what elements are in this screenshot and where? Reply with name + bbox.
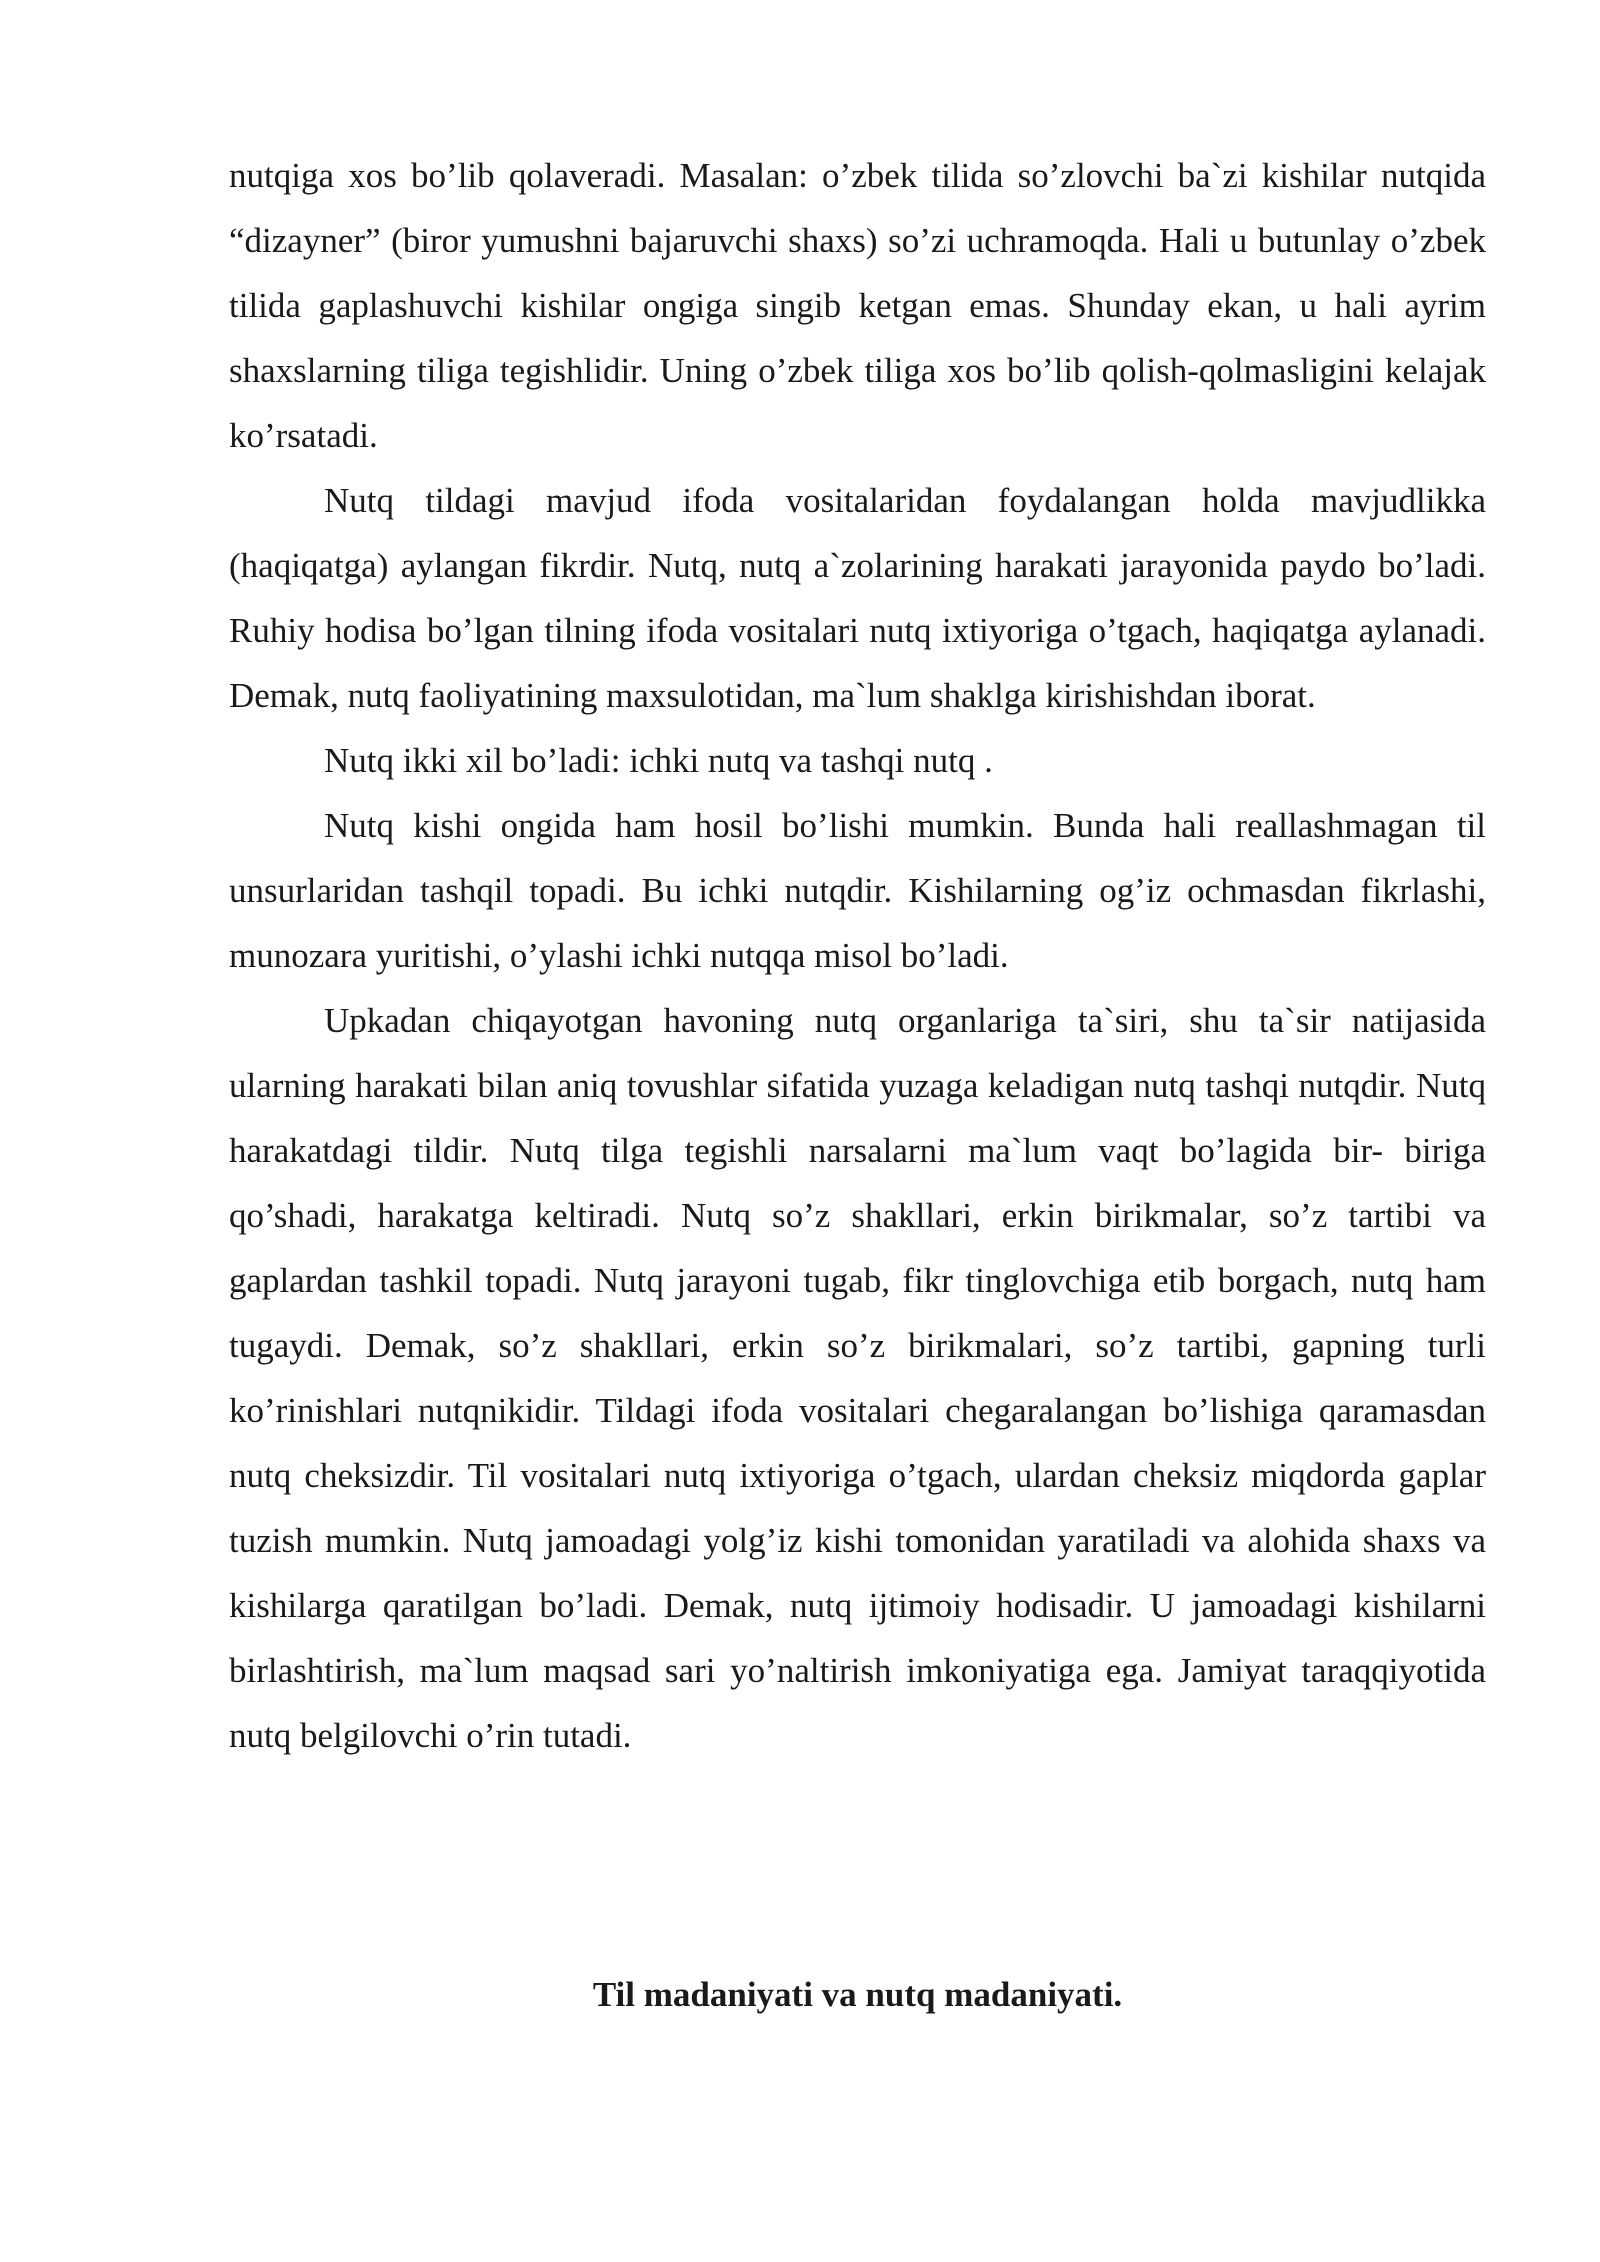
- paragraph-nutq-types: Nutq ikki xil bo’ladi: ichki nutq va tashqi nutq .: [324, 741, 993, 780]
- document-body: [229, 143, 1486, 1768]
- section-heading: Til madaniyati va nutq madaniyati.: [592, 1975, 1123, 2014]
- paragraph-nutq-definition: Nutq tildagi mavjud ifoda vositalaridan foydalangan holda mavjudlikka (haqiqatga) aylangan fikrdir. Nutq, nutq a`zolarining harakati jarayonida paydo bo’ladi. Ruhiy hodisa bo’lgan tilning ifoda vositalari nutq ixtiyoriga o’tgach, haqiqatga aylanadi. Demak, nutq faoliyatining maxsulotidan, ma`lum shaklga kirishishdan iborat.: [229, 481, 1486, 715]
- paragraph-continuation: nutqiga xos bo’lib qolaveradi. Masalan: o’zbek tilida so’zlovchi ba`zi kishilar nutqida “dizayner” (biror yumushni bajaruvchi shaxs) so’zi uchramoqda. Hali u butunlay o’zbek tilida gaplashuvchi kishilar ongiga singib ketgan emas. Shunday ekan, u hali ayrim shaxslarning tiliga tegishlidir. Uning o’zbek tiliga xos bo’lib qolish-qolmasligini kelajak ko’rsatadi.: [229, 156, 1486, 455]
- paragraph-outer-speech: Upkadan chiqayotgan havoning nutq organlariga ta`siri, shu ta`sir natijasida ularning harakati bilan aniq tovushlar sifatida yuzaga keladigan nutq tashqi nutqdir. Nutq harakatdagi tildir. Nutq tilga tegishli narsalarni ma`lum vaqt bo’lagida bir- biriga qo’shadi, harakatga keltiradi. Nutq so’z shakllari, erkin birikmalar, so’z tartibi va gaplardan tashkil topadi. Nutq jarayoni tugab, fikr tinglovchiga etib borgach, nutq ham tugaydi. Demak, so’z shakllari, erkin so’z birikmalari, so’z tartibi, gapning turli ko’rinishlari nutqnikidir. Tildagi ifoda vositalari chegaralangan bo’lishiga qaramasdan nutq cheksizdir. Til vositalari nutq ixtiyoriga o’tgach, ulardan cheksiz miqdorda gaplar tuzish mumkin. Nutq jamoadagi yolg’iz kishi tomonidan yaratiladi va alohida shaxs va kishilarga qaratilgan bo’ladi. Demak, nutq ijtimoiy hodisadir. U jamoadagi kishilarni birlashtirish, ma`lum maqsad sari yo’naltirish imkoniyatiga ega. Jamiyat taraqqiyotida nutq belgilovchi o’rin tutadi.: [229, 1001, 1486, 1755]
- paragraph-inner-speech: Nutq kishi ongida ham hosil bo’lishi mumkin. Bunda hali reallashmagan til unsurlaridan tashqil topadi. Bu ichki nutqdir. Kishilarning og’iz ochmasdan fikrlashi, munozara yuritishi, o’ylashi ichki nutqqa misol bo’ladi.: [229, 806, 1486, 975]
